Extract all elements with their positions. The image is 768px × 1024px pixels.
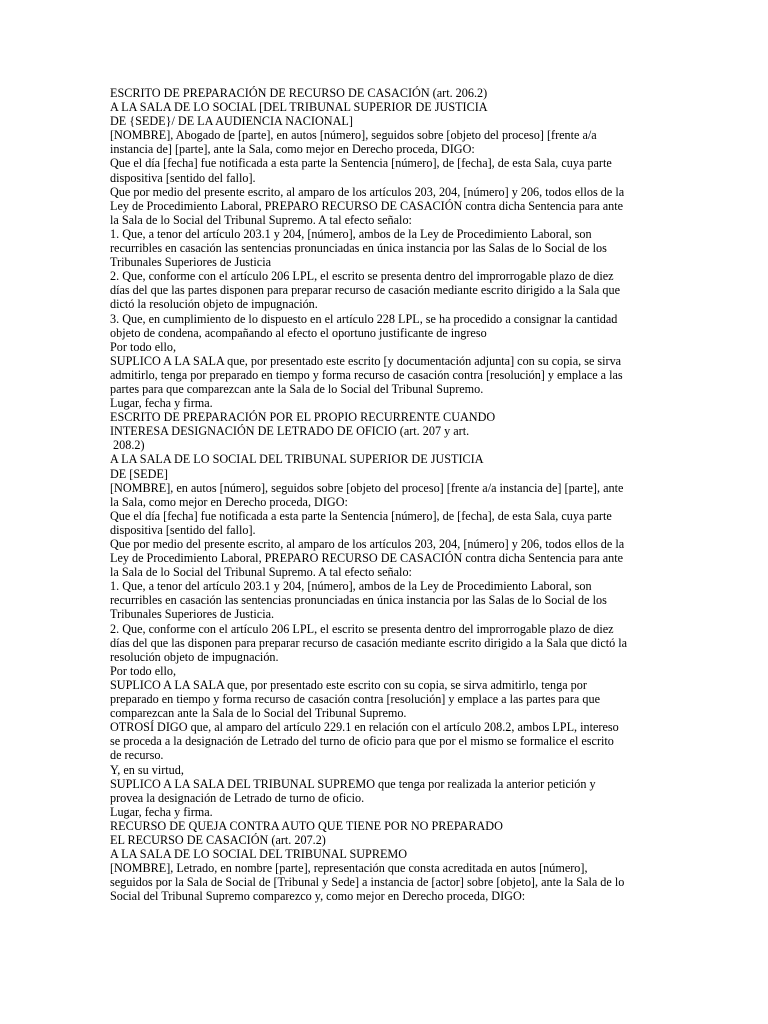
doc-line: [NOMBRE], en autos [número], seguidos sobre [objeto del proceso] [frente a/a instancia de] [parte], ante	[110, 480, 624, 495]
doc-line: 1. Que, a tenor del artículo 203.1 y 204, [número], ambos de la Ley de Procedimiento Laboral, son	[110, 579, 592, 594]
doc-line: OTROSÍ DIGO que, al amparo del artículo 229.1 en relación con el artículo 208.2, ambos LPL, intereso	[110, 720, 619, 735]
doc-line: instancia de] [parte], ante la Sala, como mejor en Derecho proceda, DIGO:	[110, 142, 475, 157]
doc-line: Lugar, fecha y firma.	[110, 396, 213, 411]
doc-line: de recurso.	[110, 748, 164, 763]
document-page	[110, 86, 660, 903]
doc-line: provea la designación de Letrado de turno de oficio.	[110, 790, 365, 805]
doc-line: DE [SEDE]	[110, 466, 168, 481]
doc-line: se proceda a la designación de Letrado del turno de oficio para que por el mismo se formalice el escrito	[110, 734, 614, 749]
doc-line: admitirlo, tenga por preparado en tiempo y forma recurso de casación contra [resolución] y emplace a las	[110, 367, 623, 382]
doc-line: Que el día [fecha] fue notificada a esta parte la Sentencia [número], de [fecha], de esta Sala, cuya parte	[110, 156, 612, 171]
doc-line: Lugar, fecha y firma.	[110, 804, 213, 819]
doc-line: recurribles en casación las sentencias pronunciadas en única instancia por las Salas de lo Social de los	[110, 593, 607, 608]
doc-line: SUPLICO A LA SALA que, por presentado este escrito con su copia, se sirva admitirlo, tenga por	[110, 677, 587, 692]
doc-line: A LA SALA DE LO SOCIAL DEL TRIBUNAL SUPERIOR DE JUSTICIA	[110, 452, 484, 467]
doc-line: comparezcan ante la Sala de lo Social del Tribunal Supremo.	[110, 706, 407, 721]
doc-line: ESCRITO DE PREPARACIÓN DE RECURSO DE CASACIÓN (art. 206.2)	[110, 86, 488, 100]
doc-line: resolución objeto de impugnación.	[110, 649, 279, 664]
doc-line: A LA SALA DE LO SOCIAL [DEL TRIBUNAL SUPERIOR DE JUSTICIA	[110, 100, 488, 115]
doc-line: RECURSO DE QUEJA CONTRA AUTO QUE TIENE POR NO PREPARADO	[110, 818, 503, 833]
doc-line: la Sala de lo Social del Tribunal Supremo. A tal efecto señalo:	[110, 212, 412, 227]
doc-line: Ley de Procedimiento Laboral, PREPARO RECURSO DE CASACIÓN contra dicha Sentencia para ante	[110, 198, 624, 213]
doc-line: recurribles en casación las sentencias pronunciadas en única instancia por las Salas de lo Social de los	[110, 241, 607, 256]
doc-line: [NOMBRE], Letrado, en nombre [parte], representación que consta acreditada en autos [número],	[110, 861, 588, 876]
doc-line: Social del Tribunal Supremo comparezco y, como mejor en Derecho proceda, DIGO:	[110, 889, 526, 904]
doc-line: ESCRITO DE PREPARACIÓN POR EL PROPIO RECURRENTE CUANDO	[110, 410, 496, 425]
doc-line: DE {SEDE}/ DE LA AUDIENCIA NACIONAL]	[110, 114, 353, 129]
doc-line: dispositiva [sentido del fallo].	[110, 522, 256, 537]
doc-line: Que por medio del presente escrito, al amparo de los artículos 203, 204, [número] y 206, todos ellos de la	[110, 537, 625, 551]
doc-line: 2. Que, conforme con el artículo 206 LPL, el escrito se presenta dentro del improrrogable plazo de diez	[110, 621, 614, 636]
doc-line: Y, en su virtud,	[110, 762, 184, 777]
doc-line: preparado en tiempo y forma recurso de casación contra [resolución] y emplace a las partes para que	[110, 692, 600, 707]
doc-line: A LA SALA DE LO SOCIAL DEL TRIBUNAL SUPREMO	[110, 847, 408, 862]
doc-line: SUPLICO A LA SALA DEL TRIBUNAL SUPREMO que tenga por realizada la anterior petición y	[110, 776, 596, 791]
doc-line: dictó la resolución objeto de impugnación.	[110, 297, 318, 312]
doc-line: 208.2)	[110, 438, 145, 453]
doc-line: la Sala, como mejor en Derecho proceda, DIGO:	[110, 494, 348, 509]
doc-line: 1. Que, a tenor del artículo 203.1 y 204, [número], ambos de la Ley de Procedimiento Laboral, son	[110, 226, 592, 241]
doc-line: objeto de condena, acompañando al efecto el oportuno justificante de ingreso	[110, 325, 487, 340]
doc-line: SUPLICO A LA SALA que, por presentado este escrito [y documentación adjunta] con su copia, se sirva	[110, 353, 622, 368]
doc-line: 2. Que, conforme con el artículo 206 LPL, el escrito se presenta dentro del improrrogable plazo de diez	[110, 269, 614, 284]
doc-line: Tribunales Superiores de Justicia	[110, 255, 272, 270]
doc-line: Por todo ello,	[110, 663, 177, 678]
doc-line: EL RECURSO DE CASACIÓN (art. 207.2)	[110, 832, 326, 847]
doc-line: [NOMBRE], Abogado de [parte], en autos [número], seguidos sobre [objeto del proceso] [frente a/a	[110, 128, 597, 143]
doc-line: Tribunales Superiores de Justicia.	[110, 607, 275, 622]
doc-line: Que el día [fecha] fue notificada a esta parte la Sentencia [número], de [fecha], de esta Sala, cuya parte	[110, 508, 612, 523]
doc-line: Que por medio del presente escrito, al amparo de los artículos 203, 204, [número] y 206, todos ellos de la	[110, 184, 625, 199]
doc-line: días del que las disponen para preparar recurso de casación mediante escrito dirigido a la Sala que dictó la	[110, 635, 628, 650]
doc-line: seguidos por la Sala de Social de [Tribunal y Sede] a instancia de [actor] sobre [objeto], ante la Sala de lo	[110, 875, 625, 890]
doc-line: días del que las partes disponen para preparar recurso de casación mediante escrito dirigido a la Sala que	[110, 283, 620, 298]
doc-line: 3. Que, en cumplimiento de lo dispuesto en el artículo 228 LPL, se ha procedido a consignar la cantidad	[110, 311, 618, 326]
doc-line: Por todo ello,	[110, 339, 177, 354]
doc-line: la Sala de lo Social del Tribunal Supremo. A tal efecto señalo:	[110, 565, 412, 580]
doc-line: dispositiva [sentido del fallo].	[110, 170, 256, 185]
doc-line: partes para que comparezcan ante la Sala de lo Social del Tribunal Supremo.	[110, 381, 484, 396]
doc-line: Ley de Procedimiento Laboral, PREPARO RECURSO DE CASACIÓN contra dicha Sentencia para ante	[110, 551, 624, 566]
doc-line: INTERESA DESIGNACIÓN DE LETRADO DE OFICIO (art. 207 y art.	[110, 424, 470, 439]
